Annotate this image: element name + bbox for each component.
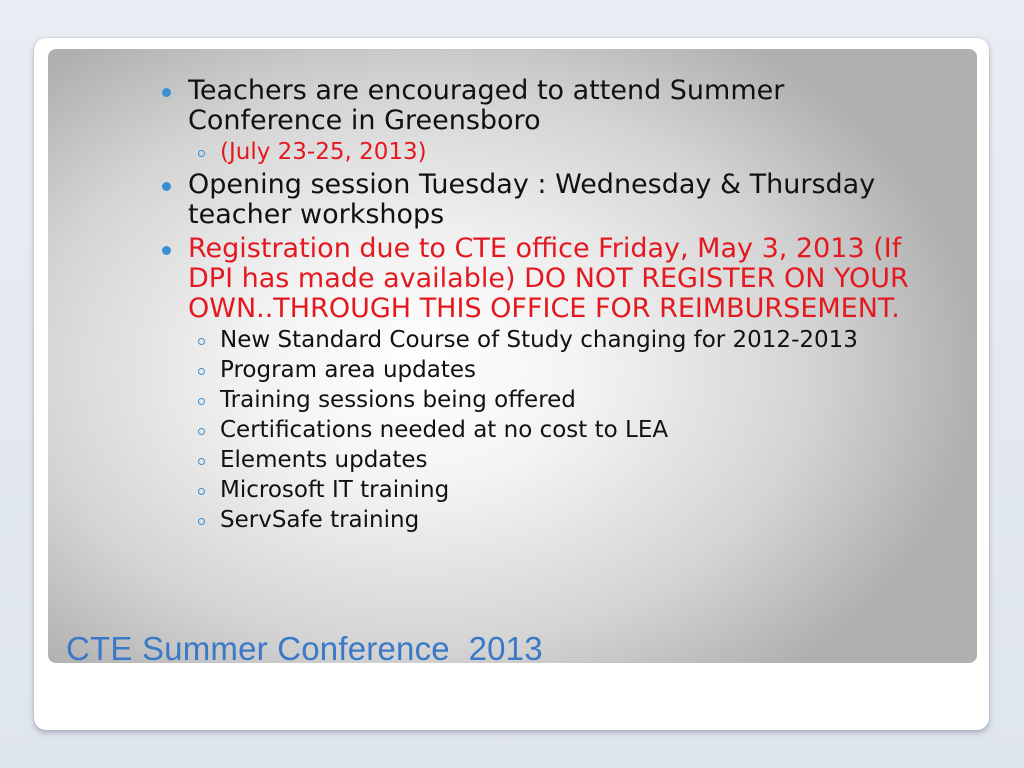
sub-bullet-text: Training sessions being offered: [220, 387, 576, 413]
sub-bullet-ring-icon: [198, 398, 205, 405]
sub-bullet-text: New Standard Course of Study changing for 2012-2013: [220, 327, 858, 353]
sub-bullet-text: ServSafe training: [220, 507, 420, 533]
bullet-item: [158, 76, 928, 136]
bullet-dot-icon: [162, 182, 171, 191]
sub-bullet-item: [158, 508, 928, 533]
bullet-text: Teachers are encouraged to attend Summer Conference in Greensboro: [188, 75, 785, 136]
bullet-item: [158, 170, 928, 230]
sub-bullet-ring-icon: [198, 488, 205, 495]
sub-bullet-text: (July 23-25, 2013): [220, 139, 427, 165]
sub-bullet-ring-icon: [198, 428, 205, 435]
sub-bullet-text: Microsoft IT training: [220, 477, 450, 503]
bullet-dot-icon: [162, 246, 171, 255]
bullet-text: Registration due to CTE office Friday, May 3, 2013 (If DPI has made available) DO NOT REGISTER ON YOUR OWN..THROUGH THIS OFFICE FOR REIMBURSEMENT.: [188, 233, 909, 324]
sub-bullet-item: [158, 388, 928, 413]
sub-bullet-item: [158, 328, 928, 353]
sub-bullet-ring-icon: [198, 518, 205, 525]
sub-bullet-text: Certifications needed at no cost to LEA: [220, 417, 669, 443]
sub-bullet-ring-icon: [198, 150, 205, 157]
sub-bullet-item: [158, 418, 928, 443]
sub-bullet-text: Elements updates: [220, 447, 428, 473]
sub-bullet-list: [158, 328, 928, 533]
bullet-dot-icon: [162, 88, 171, 97]
sub-bullet-item: [158, 358, 928, 383]
sub-bullet-item: [158, 140, 928, 165]
sub-bullet-list: [158, 140, 928, 165]
sub-bullet-item: [158, 448, 928, 473]
sub-bullet-ring-icon: [198, 368, 205, 375]
bullet-text: Opening session Tuesday : Wednesday & Thursday teacher workshops: [188, 169, 876, 230]
slide-title: CTE Summer Conference 2013: [66, 630, 543, 667]
sub-bullet-item: [158, 478, 928, 503]
bullet-list: [158, 76, 928, 538]
sub-bullet-ring-icon: [198, 458, 205, 465]
sub-bullet-ring-icon: [198, 338, 205, 345]
bullet-item: [158, 234, 928, 324]
sub-bullet-text: Program area updates: [220, 357, 476, 383]
